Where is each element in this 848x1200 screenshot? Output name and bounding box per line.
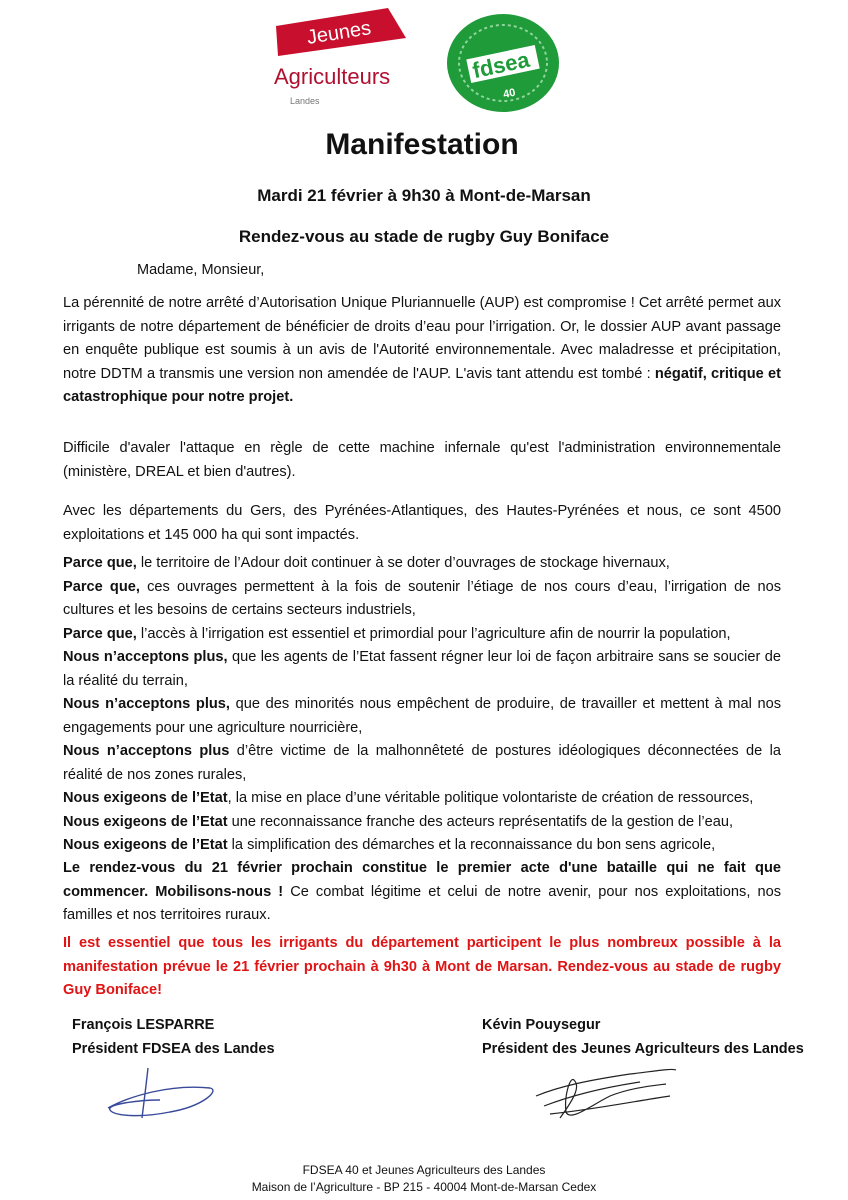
footer-address: Maison de l’Agriculture - BP 215 - 40004 Mont-de-Marsan Cedex xyxy=(251,1180,597,1194)
event-date: Mardi 21 février à 9h30 à Mont-de-Marsan xyxy=(257,186,591,205)
paragraph-text: Ce combat légitime et celui de notre avenir, pour nos exploitations, nos familles et nos territoires ruraux. xyxy=(63,883,781,923)
reasons-list xyxy=(63,552,781,858)
fdsea-40-logo xyxy=(444,12,562,114)
signatory-name: Kévin Pouysegur xyxy=(482,1017,601,1033)
salutation: Madame, Monsieur, xyxy=(137,262,265,278)
reason-item: Parce que, l’accès à l’irrigation est essentiel et primordial pour l’agriculture afin de nourrir la population, xyxy=(63,625,731,642)
footer xyxy=(0,1162,848,1196)
paragraph-bold: Le rendez-vous du 21 février prochain constitue le premier acte d'une bataille qui ne fait que commencer. Mobilisons-nous ! xyxy=(63,860,781,900)
paragraph-administration: Difficile d'avaler l'attaque en règle de cette machine infernale qu'est l'administration environnementale (ministère, DREAL et bien d'autres). xyxy=(63,440,781,480)
paragraph-aup xyxy=(63,292,781,410)
reason-item: Nous n’acceptons plus, que les agents de l’Etat fassent régner leur loi de façon arbitraire sans se soucier de la réalité du terrain, xyxy=(63,649,781,689)
paragraph-bold: négatif, critique et catastrophique pour notre projet. xyxy=(63,365,781,405)
svg-text:fdsea: fdsea xyxy=(470,46,532,84)
reason-item: Nous exigeons de l’Etat une reconnaissance franche des acteurs représentatifs de la gestion de l’eau, xyxy=(63,813,734,830)
svg-text:Agriculteurs: Agriculteurs xyxy=(274,64,391,89)
signature-block-fdsea xyxy=(72,1013,275,1061)
reason-item: Nous exigeons de l’Etat la simplification des démarches et la reconnaissance du bon sens agricole, xyxy=(63,837,716,853)
svg-text:Jeunes: Jeunes xyxy=(305,17,373,49)
page-title: Manifestation xyxy=(325,128,519,161)
handwritten-signature-left xyxy=(100,1066,230,1126)
paragraph-text: La pérennité de notre arrêté d’Autorisation Unique Pluriannuelle (AUP) est compromise ! Cet arrêté permet aux irrigants de notre département de bénéficier de droits d’eau pour l’irrigation. Or, le dossier AUP avant passage en enquête publique est soumis à un avis de l'Autorité environnementale. Avec maladresse et précipitation, notre DDTM a transmis une version non amendée de l'AUP. L'avis tant attendu est tombé : xyxy=(63,295,781,382)
signatory-role: Président des Jeunes Agriculteurs des Landes xyxy=(482,1041,804,1057)
jeunes-agriculteurs-logo xyxy=(268,8,418,113)
event-location: Rendez-vous au stade de rugby Guy Boniface xyxy=(238,227,610,246)
svg-text:Landes: Landes xyxy=(290,96,320,106)
footer-organisations: FDSEA 40 et Jeunes Agriculteurs des Landes xyxy=(302,1163,546,1177)
signature-block-ja xyxy=(482,1013,804,1061)
svg-text:40: 40 xyxy=(502,86,517,101)
signatory-name: François LESPARRE xyxy=(72,1017,215,1033)
reason-item: Parce que, ces ouvrages permettent à la fois de soutenir l’étiage de nos cours d’eau, l’irrigation de nos cultures et les besoins de certains secteurs industriels, xyxy=(63,578,781,618)
paragraph-departments: Avec les départements du Gers, des Pyrénées-Atlantiques, des Hautes-Pyrénées et nous, ce sont 4500 exploitations et 145 000 ha qui sont impactés. xyxy=(63,503,781,543)
reason-item: Nous n’acceptons plus d’être victime de la malhonnêteté de postures idéologiques déconnectées de la réalité de nos zones rurales, xyxy=(63,743,781,783)
paragraph-call-to-action: Il est essentiel que tous les irrigants du département participent le plus nombreux possible à la manifestation prévue le 21 février prochain à 9h30 à Mont de Marsan. Rendez-vous au stade de rugby Guy Boniface! xyxy=(63,935,781,998)
signatory-role: Président FDSEA des Landes xyxy=(72,1041,275,1057)
reason-item: Nous n’acceptons plus, que des minorités nous empêchent de produire, de travailler et mettent à mal nos engagements pour une agriculture nourricière, xyxy=(63,696,781,736)
handwritten-signature-right xyxy=(530,1066,680,1126)
paragraph-mobilisation xyxy=(63,857,781,928)
reason-item: Parce que, le territoire de l’Adour doit continuer à se doter d’ouvrages de stockage hivernaux, xyxy=(63,555,670,571)
reason-item: Nous exigeons de l’Etat, la mise en place d’une véritable politique volontariste de création de ressources, xyxy=(63,790,754,806)
